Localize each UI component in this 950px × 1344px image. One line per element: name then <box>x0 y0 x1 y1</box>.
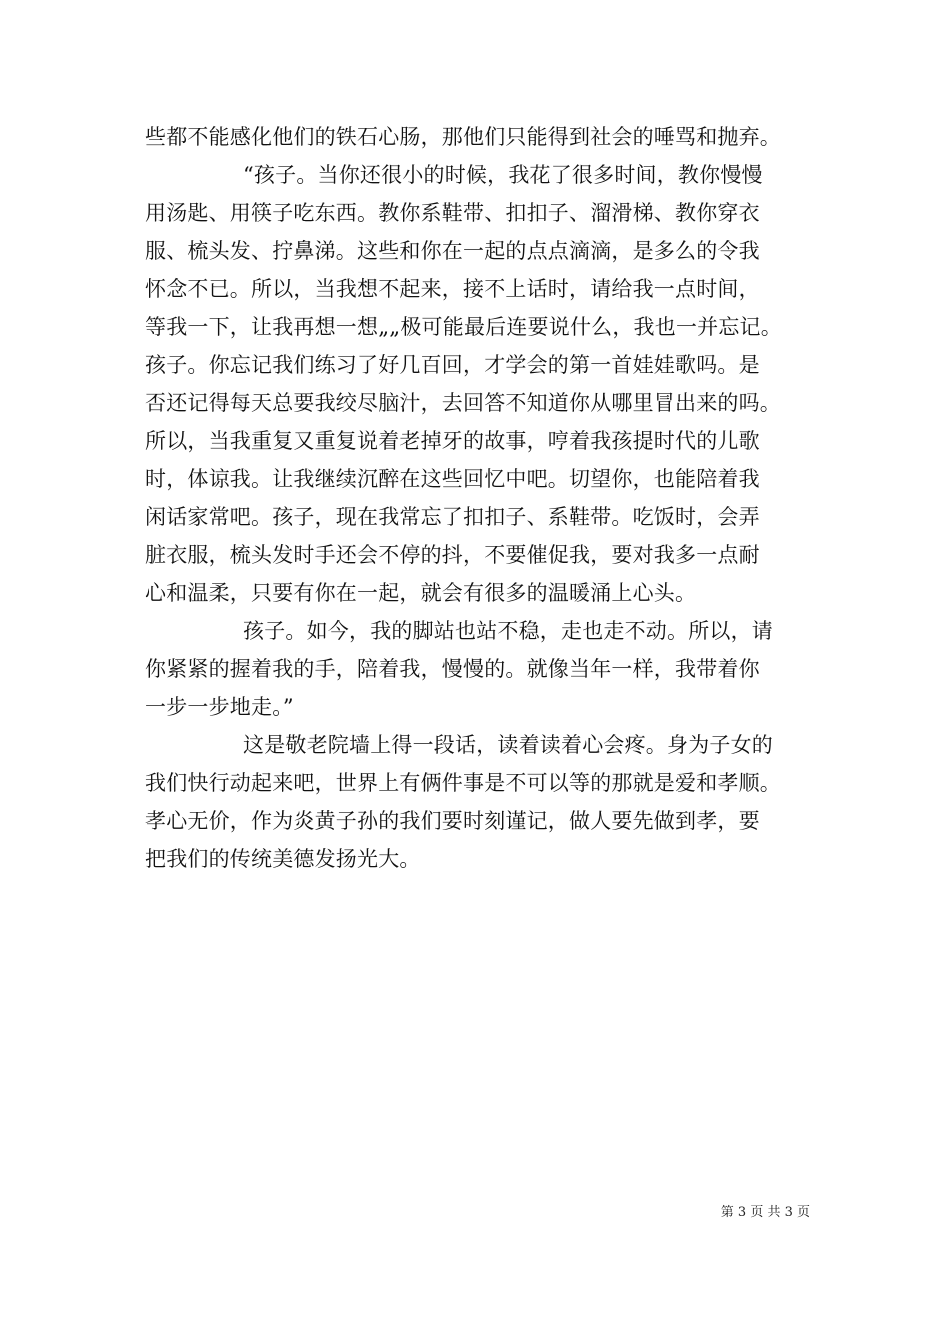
text-line: 闲话家常吧。孩子，现在我常忘了扣扣子、系鞋带。吃饭时，会弄 <box>145 505 760 529</box>
text-line: 孝心无价，作为炎黄子孙的我们要时刻谨记，做人要先做到孝，要 <box>145 809 760 833</box>
paragraph-start-line: 孩子。如今，我的脚站也站不稳，走也走不动。所以，请 <box>243 619 773 643</box>
page-number-footer: 第 3 页 共 3 页 <box>720 1205 810 1220</box>
text-line: 心和温柔，只要有你在一起，就会有很多的温暖涌上心头。 <box>145 581 697 605</box>
text-line: 等我一下，让我再想一想„„极可能最后连要说什么，我也一并忘记。 <box>145 315 782 339</box>
text-line: 服、梳头发、拧鼻涕。这些和你在一起的点点滴滴，是多么的令我 <box>145 239 760 263</box>
text-line: 用汤匙、用筷子吃东西。教你系鞋带、扣扣子、溜滑梯、教你穿衣 <box>145 201 760 225</box>
text-line: 否还记得每天总要我绞尽脑汁，去回答不知道你从哪里冒出来的吗。 <box>145 391 781 415</box>
text-line: 脏衣服，梳头发时手还会不停的抖，不要催促我，要对我多一点耐 <box>145 543 760 567</box>
paragraph-start-line: “孩子。当你还很小的时候，我花了很多时间，教你慢慢 <box>243 163 763 187</box>
text-line: 怀念不已。所以，当我想不起来，接不上话时，请给我一点时间， <box>145 277 760 301</box>
text-line: 时，体谅我。让我继续沉醉在这些回忆中吧。切望你，也能陪着我 <box>145 467 760 491</box>
text-line: 所以，当我重复又重复说着老掉牙的故事，哼着我孩提时代的儿歌 <box>145 429 760 453</box>
text-line: 孩子。你忘记我们练习了好几百回，才学会的第一首娃娃歌吗。是 <box>145 353 760 377</box>
text-line: 些都不能感化他们的铁石心肠，那他们只能得到社会的唾骂和抛弃。 <box>145 125 781 149</box>
text-line: 一步一步地走。” <box>145 695 294 719</box>
text-line: 我们快行动起来吧，世界上有俩件事是不可以等的那就是爱和孝顺。 <box>145 771 781 795</box>
text-line: 你紧紧的握着我的手，陪着我，慢慢的。就像当年一样，我带着你 <box>145 657 760 681</box>
text-line: 把我们的传统美德发扬光大。 <box>145 847 421 871</box>
paragraph-start-line: 这是敬老院墙上得一段话，读着读着心会疼。身为子女的 <box>243 733 773 757</box>
